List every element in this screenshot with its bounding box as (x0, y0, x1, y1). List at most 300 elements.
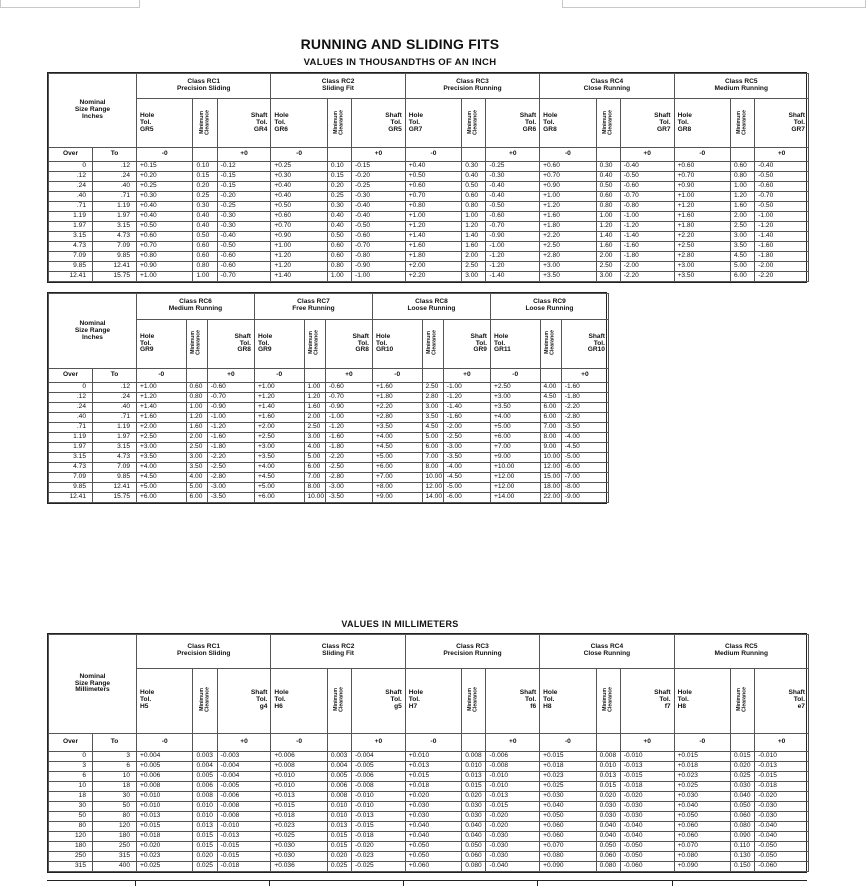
table-row (49, 272, 809, 282)
clearance-word: Clearance (338, 686, 345, 712)
value-cell: +2.80 (674, 252, 730, 262)
value-cell: 14.00 (422, 493, 443, 503)
minimum-clearance-header (186, 319, 207, 369)
clearance-blank (731, 733, 755, 751)
table-row (49, 403, 609, 413)
value-cell: -0.020 (620, 792, 674, 802)
min-clearance-word: Minimum (198, 688, 205, 711)
value-cell: +1.60 (254, 413, 304, 423)
value-cell: +0.60 (540, 162, 596, 172)
value-cell: 0.015 (462, 782, 486, 792)
value-cell: +0.040 (674, 802, 730, 812)
value-cell: 0.80 (327, 262, 351, 272)
value-cell: -0.018 (352, 832, 406, 842)
value-cell: 0.013 (327, 822, 351, 832)
value-cell: +0.050 (540, 812, 596, 822)
value-cell: 0.15 (327, 172, 351, 182)
value-cell: -0.40 (486, 192, 540, 202)
nominal-header-line: Size Range (74, 326, 111, 334)
hole-tol-label: Hole Tol. (543, 689, 558, 704)
shaft-tol-label: Shaft Tol. (250, 112, 268, 126)
minimum-clearance-header (193, 99, 217, 148)
value-cell: +0.060 (540, 822, 596, 832)
to-header: To (93, 148, 137, 162)
value-cell: -0.003 (217, 752, 271, 762)
value-cell: 0.030 (596, 812, 620, 822)
value-cell: 4.00 (540, 383, 561, 393)
clearance-word: Clearance (741, 686, 748, 712)
table-row (49, 463, 609, 473)
value-cell: -1.80 (755, 252, 809, 262)
value-cell: 8.00 (540, 433, 561, 443)
value-cell: 0.015 (193, 842, 217, 852)
value-cell: 4.50 (731, 252, 755, 262)
size-to-cell: 6 (93, 762, 137, 772)
next-table-top-edge (47, 880, 807, 886)
value-cell: +0.60 (137, 232, 193, 242)
value-cell: -0.013 (755, 762, 809, 772)
value-cell: +0.060 (540, 832, 596, 842)
class-name: Class RC8 (415, 298, 448, 306)
value-cell: +0.70 (540, 172, 596, 182)
size-to-cell: .12 (93, 162, 137, 172)
value-cell: -0.008 (486, 762, 540, 772)
value-cell: 0.60 (731, 162, 755, 172)
value-cell: 7.00 (540, 423, 561, 433)
table-row (49, 252, 809, 262)
value-cell: -1.60 (207, 433, 254, 443)
value-cell: -0.12 (217, 162, 271, 172)
value-cell: -2.00 (620, 262, 674, 272)
nominal-header-line: Size Range (74, 106, 111, 114)
clearance-word: Clearance (549, 330, 556, 355)
min-clearance-label (545, 330, 556, 355)
hole-tol-label: Hole Tol. (677, 112, 692, 126)
value-cell: -1.20 (443, 393, 490, 403)
size-to-cell: 80 (93, 812, 137, 822)
value-cell: +3.50 (490, 403, 540, 413)
shaft-grade: GR4 (253, 125, 268, 133)
value-cell: +1.60 (674, 212, 730, 222)
value-cell: 0.150 (731, 862, 755, 872)
hole-lower-deviation: -0 (674, 148, 730, 162)
size-over-cell: 10 (49, 782, 93, 792)
size-to-cell: 12.41 (93, 262, 137, 272)
size-over-cell: 50 (49, 812, 93, 822)
clearance-word: Clearance (204, 686, 211, 712)
min-clearance-word: Minimum (601, 688, 608, 711)
shaft-upper-deviation: +0 (620, 148, 674, 162)
size-over-cell: 0 (49, 752, 93, 762)
value-cell: +0.40 (405, 162, 461, 172)
value-cell: 2.50 (422, 383, 443, 393)
shaft-tolerance-header (755, 668, 809, 733)
min-clearance-word: Minimum (190, 331, 197, 354)
value-cell: +0.030 (271, 842, 327, 852)
value-cell: 0.006 (327, 782, 351, 792)
value-cell: +0.15 (137, 162, 193, 172)
value-cell: 6.00 (540, 403, 561, 413)
shaft-grade: GR9 (473, 346, 487, 354)
value-cell: -1.20 (325, 423, 372, 433)
size-over-cell: 18 (49, 792, 93, 802)
minimum-clearance-header (596, 668, 620, 733)
hole-grade: GR9 (140, 346, 154, 354)
value-cell: -2.20 (561, 403, 608, 413)
value-cell: -2.50 (443, 433, 490, 443)
size-over-cell: 9.85 (49, 262, 93, 272)
value-cell: -2.50 (207, 463, 254, 473)
over-header: Over (49, 148, 93, 162)
value-cell: 0.60 (596, 192, 620, 202)
value-cell: -0.023 (352, 852, 406, 862)
value-cell: +0.040 (540, 802, 596, 812)
min-clearance-word: Minimum (467, 110, 474, 134)
hole-lower-deviation: -0 (271, 733, 327, 751)
over-header: Over (49, 733, 93, 751)
value-cell: +14.00 (490, 493, 540, 503)
value-cell: +10.00 (490, 463, 540, 473)
value-cell: 0.025 (327, 862, 351, 872)
size-over-cell: 0 (49, 162, 93, 172)
table-row (49, 802, 809, 812)
value-cell: 0.015 (596, 782, 620, 792)
value-cell: -2.20 (620, 272, 674, 282)
size-to-cell: .71 (93, 192, 137, 202)
value-cell: +1.80 (674, 222, 730, 232)
value-cell: +1.20 (137, 393, 187, 403)
value-cell: +0.040 (405, 832, 461, 842)
value-cell: +6.00 (137, 493, 187, 503)
value-cell: +0.006 (271, 752, 327, 762)
hole-grade: GR8 (543, 125, 557, 133)
size-over-cell: .24 (49, 182, 93, 192)
value-cell: 1.20 (462, 222, 486, 232)
value-cell: +1.20 (405, 222, 461, 232)
value-cell: +0.050 (405, 852, 461, 862)
value-cell: +0.60 (271, 212, 327, 222)
class-header (540, 74, 674, 99)
value-cell: 0.60 (462, 192, 486, 202)
class-description: Medium Running (714, 650, 768, 658)
value-cell: +0.70 (674, 172, 730, 182)
value-cell: +3.00 (137, 443, 187, 453)
value-cell: 0.015 (193, 832, 217, 842)
value-cell: -0.018 (755, 782, 809, 792)
size-to-cell: .24 (93, 172, 137, 182)
value-cell: +0.40 (271, 192, 327, 202)
value-cell: +2.50 (674, 242, 730, 252)
value-cell: -0.050 (755, 852, 809, 862)
value-cell: -0.013 (486, 792, 540, 802)
clearance-word: Clearance (204, 109, 211, 135)
value-cell: +0.030 (405, 812, 461, 822)
value-cell: -0.25 (217, 202, 271, 212)
value-cell: 0.50 (193, 232, 217, 242)
shaft-grade: GR7 (791, 125, 805, 133)
value-cell: +0.010 (137, 802, 193, 812)
size-to-cell: 9.85 (93, 473, 137, 483)
size-over-cell: 4.73 (49, 242, 93, 252)
value-cell: 0.030 (462, 812, 486, 822)
value-cell: 0.010 (327, 802, 351, 812)
value-cell: 5.00 (304, 453, 325, 463)
nominal-size-header (49, 74, 137, 148)
class-name: Class RC3 (456, 78, 489, 86)
value-cell: 4.00 (186, 473, 207, 483)
min-clearance-label (468, 687, 479, 712)
value-cell: 2.00 (462, 252, 486, 262)
table-row (49, 453, 609, 463)
shaft-grade: GR10 (587, 346, 605, 354)
value-cell: +0.25 (271, 162, 327, 172)
hole-tolerance-header (137, 99, 193, 148)
min-clearance-word: Minimum (467, 688, 474, 711)
value-cell: +0.018 (540, 762, 596, 772)
value-cell: 0.25 (327, 192, 351, 202)
value-cell: -0.010 (486, 782, 540, 792)
class-name: Class RC1 (187, 78, 220, 86)
value-cell: -0.030 (486, 852, 540, 862)
value-cell: +5.00 (137, 483, 187, 493)
value-cell: 1.40 (596, 232, 620, 242)
size-over-cell: .12 (49, 393, 93, 403)
value-cell: -0.013 (217, 832, 271, 842)
size-over-cell: 6 (49, 772, 93, 782)
value-cell: 9.00 (540, 443, 561, 453)
clearance-blank (327, 733, 351, 751)
value-cell: 1.00 (193, 272, 217, 282)
size-over-cell: 250 (49, 852, 93, 862)
page-title: RUNNING AND SLIDING FITS (300, 36, 500, 52)
shaft-grade: g4 (259, 703, 268, 711)
value-cell: +2.20 (405, 272, 461, 282)
value-cell: +3.00 (674, 262, 730, 272)
value-cell: 8.00 (422, 463, 443, 473)
hole-grade: GR7 (408, 125, 423, 133)
hole-lower-deviation: -0 (540, 733, 596, 751)
value-cell: 0.60 (327, 252, 351, 262)
value-cell: +0.060 (674, 832, 730, 842)
hole-grade: H7 (408, 703, 418, 711)
value-cell: -3.00 (443, 443, 490, 453)
value-cell: -0.40 (352, 202, 406, 212)
shaft-tolerance-header (352, 668, 406, 733)
minimum-clearance-header (422, 319, 443, 369)
minimum-clearance-header (462, 668, 486, 733)
value-cell: +5.00 (490, 423, 540, 433)
value-cell: +5.00 (254, 483, 304, 493)
value-cell: -0.010 (755, 752, 809, 762)
value-cell: +1.40 (137, 403, 187, 413)
value-cell: -0.50 (217, 242, 271, 252)
table-row (49, 852, 809, 862)
value-cell: -1.20 (486, 262, 540, 272)
shaft-tolerance-header (325, 319, 372, 369)
value-cell: 0.080 (462, 862, 486, 872)
value-cell: -0.015 (755, 772, 809, 782)
value-cell: +0.80 (405, 202, 461, 212)
hole-tol-label: Hole Tol. (543, 112, 558, 126)
value-cell: 0.015 (731, 752, 755, 762)
value-cell: 0.40 (327, 212, 351, 222)
shaft-tol-label: Shaft Tol. (234, 332, 251, 347)
value-cell: 0.020 (462, 792, 486, 802)
value-cell: -1.00 (620, 212, 674, 222)
value-cell: +1.20 (271, 262, 327, 272)
table-row (49, 822, 809, 832)
hole-tolerance-header (674, 99, 730, 148)
value-cell: +0.070 (674, 842, 730, 852)
class-description: Medium Running (168, 305, 223, 313)
value-cell: -2.20 (755, 272, 809, 282)
value-cell: -1.00 (352, 272, 406, 282)
value-cell: -0.60 (325, 383, 372, 393)
minimum-clearance-header (731, 99, 755, 148)
value-cell: 0.010 (462, 762, 486, 772)
value-cell: 6.00 (186, 493, 207, 503)
value-cell: -0.60 (217, 252, 271, 262)
value-cell: -2.20 (325, 453, 372, 463)
value-cell: 0.090 (731, 832, 755, 842)
value-cell: +2.80 (372, 413, 422, 423)
value-cell: 18.00 (540, 483, 561, 493)
shaft-upper-deviation: +0 (217, 148, 271, 162)
value-cell: 2.00 (731, 212, 755, 222)
value-cell: -0.010 (486, 772, 540, 782)
value-cell: -6.00 (443, 493, 490, 503)
value-cell: +2.00 (137, 423, 187, 433)
value-cell: +0.010 (271, 782, 327, 792)
class-header (540, 635, 674, 669)
size-to-cell: 9.85 (93, 252, 137, 262)
class-description: Free Running (292, 305, 335, 313)
value-cell: +1.20 (540, 202, 596, 212)
size-to-cell: 4.73 (93, 453, 137, 463)
size-to-cell: 15.75 (93, 272, 137, 282)
value-cell: 0.003 (327, 752, 351, 762)
value-cell: +2.20 (540, 232, 596, 242)
hole-tolerance-header (540, 99, 596, 148)
value-cell: -0.030 (755, 802, 809, 812)
shaft-upper-deviation: +0 (561, 369, 608, 383)
shaft-tolerance-header (217, 99, 271, 148)
value-cell: 0.030 (731, 782, 755, 792)
value-cell: -0.018 (217, 862, 271, 872)
value-cell: +0.008 (271, 762, 327, 772)
hole-tol-label: Hole Tol. (140, 332, 155, 347)
value-cell: -1.80 (207, 443, 254, 453)
size-over-cell: 30 (49, 802, 93, 812)
hole-lower-deviation: -0 (372, 369, 422, 383)
value-cell: +0.018 (405, 782, 461, 792)
table-row (49, 752, 809, 762)
value-cell: +4.50 (137, 473, 187, 483)
hole-tol-label: Hole Tol. (257, 332, 273, 347)
shaft-tol-label: Shaft Tol. (352, 332, 369, 347)
size-to-cell: 3.15 (93, 443, 137, 453)
hole-grade: GR5 (140, 125, 154, 133)
value-cell: -0.40 (352, 212, 406, 222)
value-cell: -0.025 (352, 862, 406, 872)
value-cell: 5.00 (731, 262, 755, 272)
value-cell: 0.80 (462, 202, 486, 212)
value-cell: 0.80 (193, 262, 217, 272)
value-cell: -0.050 (620, 842, 674, 852)
value-cell: -0.008 (217, 812, 271, 822)
value-cell: +2.50 (490, 383, 540, 393)
shaft-upper-deviation: +0 (443, 369, 490, 383)
shaft-upper-deviation: +0 (217, 733, 271, 751)
value-cell: +1.00 (137, 272, 193, 282)
clearance-blank (540, 369, 561, 383)
value-cell: -0.040 (620, 832, 674, 842)
size-over-cell: 9.85 (49, 483, 93, 493)
value-cell: 1.40 (462, 232, 486, 242)
value-cell: +1.00 (405, 212, 461, 222)
value-cell: +0.015 (405, 772, 461, 782)
value-cell: +0.090 (674, 862, 730, 872)
value-cell: -0.006 (217, 792, 271, 802)
value-cell: 10.00 (540, 453, 561, 463)
size-over-cell: 120 (49, 832, 93, 842)
class-header (137, 635, 271, 669)
value-cell: +1.60 (405, 242, 461, 252)
value-cell: +0.036 (271, 862, 327, 872)
value-cell: +12.00 (490, 473, 540, 483)
value-cell: -1.80 (325, 443, 372, 453)
value-cell: 0.005 (193, 772, 217, 782)
size-over-cell: 0 (49, 383, 93, 393)
shaft-grade: f6 (530, 703, 537, 711)
size-to-cell: .24 (93, 393, 137, 403)
value-cell: 0.20 (327, 182, 351, 192)
value-cell: +2.00 (254, 423, 304, 433)
value-cell: 0.008 (462, 752, 486, 762)
hole-grade: GR6 (274, 125, 288, 133)
size-over-cell: 1.97 (49, 443, 93, 453)
hole-tol-label: Hole Tol. (140, 689, 155, 704)
minimum-clearance-header (731, 668, 755, 733)
class-description: Precision Running (443, 650, 502, 658)
value-cell: 0.80 (596, 202, 620, 212)
value-cell: +1.20 (674, 202, 730, 212)
value-cell: -0.60 (217, 262, 271, 272)
value-cell: -0.004 (217, 772, 271, 782)
value-cell: 0.40 (462, 172, 486, 182)
nominal-header-line: Millimeters (75, 686, 110, 694)
value-cell: 0.005 (327, 772, 351, 782)
value-cell: -0.015 (486, 802, 540, 812)
min-clearance-label (737, 110, 748, 135)
value-cell: +0.40 (271, 182, 327, 192)
size-to-cell: 7.09 (93, 242, 137, 252)
shaft-grade: GR8 (237, 346, 251, 354)
table-row (49, 383, 609, 393)
shaft-tolerance-header (207, 319, 254, 369)
value-cell: -0.015 (217, 852, 271, 862)
min-clearance-word: Minimum (544, 331, 551, 354)
value-cell: 0.013 (193, 822, 217, 832)
class-name: Class RC7 (297, 298, 330, 306)
class-name: Class RC6 (179, 298, 212, 306)
value-cell: 0.50 (462, 182, 486, 192)
value-cell: 0.040 (596, 822, 620, 832)
table-row (49, 433, 609, 443)
size-over-cell: 7.09 (49, 252, 93, 262)
value-cell: +1.40 (405, 232, 461, 242)
value-cell: -0.040 (620, 822, 674, 832)
